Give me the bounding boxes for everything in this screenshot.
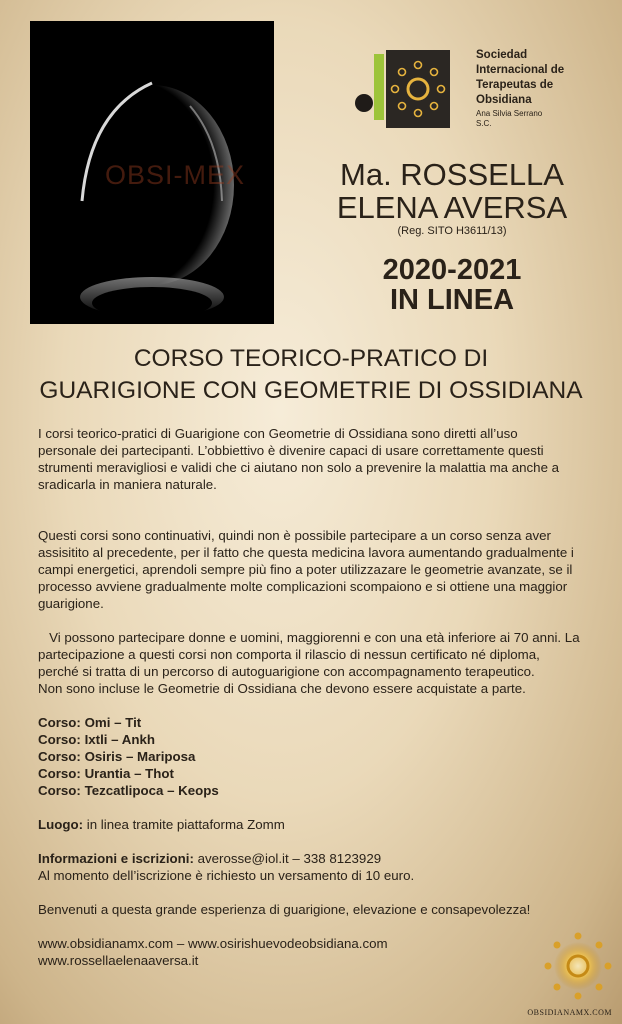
years-line: 2020-2021 [382, 254, 522, 286]
paragraph-line: partecipazione a questi corsi non comporta il rilascio di nessun certificato né diploma, [38, 647, 540, 662]
society-line: Obsidiana [476, 94, 532, 106]
society-line: Internacional de [476, 64, 565, 76]
website-link[interactable]: www.rossellaelenaaversa.it [38, 953, 199, 968]
paragraph-line: Vi possono partecipare donne e uomini, maggiorenni e con una età inferiore ai 70 anni. La [38, 630, 580, 645]
contact-info[interactable]: averosse@iol.it – 338 8123929 [197, 851, 382, 866]
course-name: Ixtli – Ankh [84, 732, 156, 747]
society-line: Terapeutas de [476, 79, 554, 91]
footer-url[interactable]: OBSIDIANAMX.COM [527, 1008, 612, 1017]
paragraph-line: perché si tratta di un percorso di autoguarigione con accompagnamento terapeutico. [38, 664, 535, 679]
registration-number: (Reg. SITO H3611/13) [397, 225, 507, 237]
course-label: Corso: [38, 732, 81, 747]
course-name: Tezcatlipoca – Keops [84, 783, 219, 798]
paragraph-line: Questi corsi sono continuativi, quindi non è possibile partecipare a un corso senza aver [38, 528, 551, 543]
course-label: Corso: [38, 749, 81, 764]
photo-watermark: OBSI-MEX [104, 160, 246, 190]
course-name: Urantia – Thot [84, 766, 174, 781]
obsidian-egg-photo [30, 21, 274, 324]
paragraph-line: processo avviene gradualmente molte complicazioni scompaiono e si ottiene una maggior [38, 579, 568, 594]
info-line [38, 850, 598, 867]
course-item [38, 782, 598, 799]
info-label: Informazioni e iscrizioni: [38, 851, 194, 866]
course-item [38, 714, 598, 731]
author-line: Ma. ROSSELLA [340, 157, 564, 192]
author-line: ELENA AVERSA [336, 190, 568, 225]
paragraph-line: I corsi teorico-pratici di Guarigione con Geometrie di Ossidiana sono diretti all’uso [38, 426, 518, 441]
location-label: Luogo: [38, 817, 84, 832]
society-name [476, 48, 618, 129]
website-links[interactable]: www.obsidianamx.com – www.osirishuevodeobsidiana.com [38, 936, 388, 951]
course-label: Corso: [38, 715, 81, 730]
paragraph-line: assisitito al precedente, per il fatto che questa medicina lavora aumentando gradualmente i [38, 545, 574, 560]
course-title [10, 343, 612, 407]
course-item [38, 731, 598, 748]
society-subtitle [476, 109, 618, 129]
society-line: Sociedad [476, 49, 528, 61]
course-label: Corso: [38, 766, 81, 781]
course-name: Omi – Tit [84, 715, 142, 730]
paragraph-line: strumenti meravigliosi e validi che ci aiutano non solo a prevenire la malattia ma anche a [38, 460, 560, 475]
paragraph-line: Non sono incluse le Geometrie di Ossidiana che devono essere acquistate a parte. [38, 681, 526, 696]
location-line [38, 816, 598, 833]
mode-line: IN LINEA [389, 284, 515, 316]
course-years [300, 255, 604, 315]
society-logo-icon [352, 48, 452, 130]
course-item [38, 765, 598, 782]
society-sub-line: S.C. [476, 119, 492, 128]
society-sub-line: Ana Silvia Serrano [476, 109, 543, 118]
paragraph-line: personale dei partecipanti. L’obbiettivo è divenire capaci di usare correttamente questi [38, 443, 544, 458]
course-title-line: CORSO TEORICO-PRATICO DI [133, 345, 489, 372]
location-value: in linea tramite piattaforma Zomm [86, 817, 285, 832]
author-name [300, 158, 604, 224]
paragraph-line: guarigione. [38, 596, 104, 611]
welcome-text: Benvenuti a questa grande esperienza di guarigione, elevazione e consapevolezza! [38, 902, 531, 917]
paragraph-line: campi energetici, aprendoli sempre più fino a poter utilizzazare le geometrie avanzate, se il [38, 562, 573, 577]
payment-note: Al momento dell’iscrizione è richiesto un versamento di 10 euro. [38, 868, 415, 883]
golden-sun-icon [536, 924, 620, 1008]
course-title-line: GUARIGIONE CON GEOMETRIE DI OSSIDIANA [39, 377, 583, 404]
course-name: Osiris – Mariposa [84, 749, 196, 764]
course-label: Corso: [38, 783, 81, 798]
paragraph-line: sradicarla in maniera naturale. [38, 477, 217, 492]
course-item [38, 748, 598, 765]
course-description [38, 425, 598, 969]
